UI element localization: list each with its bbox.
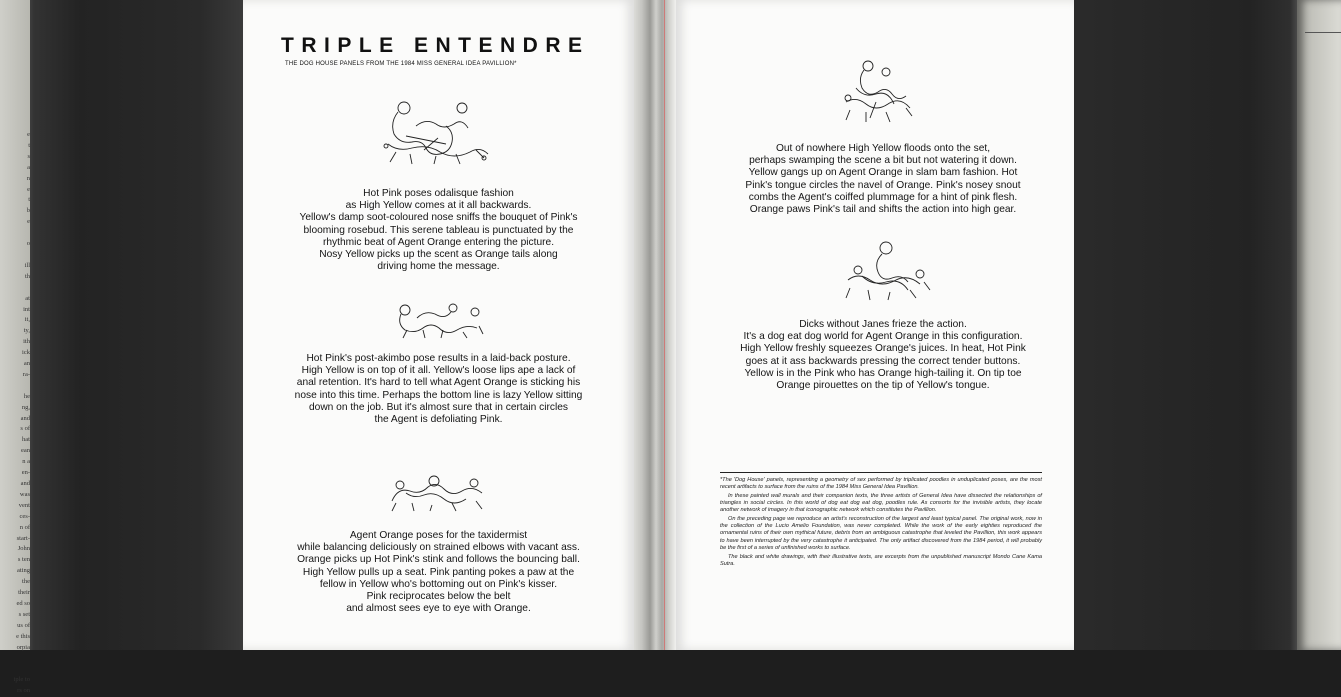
adjacent-page-right-edge (1297, 0, 1341, 650)
footnote-paragraph-2: In these painted wall murals and their companion texts, the three artists of General Idea have dissected the relationships of triangles in social circles. In this world of dog eat dog eat dog, poodles rule. As consorts for the invisible artists, they locate another network of imagery in that iconographic network which constitutes the Pavillion. (720, 492, 1042, 514)
paragraph-4: Out of nowhere High Yellow floods onto the set, perhaps swamping the scene a bit but not watering it down. Yellow gangs up on Agent Orange in slam bam fashion. Hot Pink's tongue circles the navel of Orange. Pink's nosey snout combs the Agent's coiffed plummage for a hint of pink flesh. Orange paws Pink's tail and shifts the action into high gear. (745, 143, 1021, 216)
footnote (720, 472, 1042, 569)
paragraph-1: Hot Pink poses odalisque fashion as High Yellow comes at it all backwards. Yellow's damp soot-coloured nose sniffs the bouquet of Pink's blooming rosebud. This serene tableau is punctuated by the rhythmic beat of Agent Orange entering the picture. Nosy Yellow picks up the scent as Orange tails along driving home the message. (299, 188, 578, 273)
poodles-drawing-3 (386, 473, 490, 513)
adjacent-page-rule (1305, 32, 1341, 33)
poodles-drawing-2 (393, 300, 487, 340)
page-subtitle: THE DOG HOUSE PANELS FROM THE 1984 MISS GENERAL IDEA PAVILLION* (285, 61, 517, 67)
right-page (676, 0, 1074, 650)
page-title: TRIPLE ENTENDRE (281, 34, 590, 57)
footnote-paragraph-3: On the preceding page we reproduce an artist's reconstruction of the largest and least typical panel. The original work, now in the collection of the Lucio Amelio Foundation, was never completed. While the work of the early eighties reproduced the ornamental ruins of their own mythical future, debris from an ambiguous catastrophe that leveled the Pavillion, this work appears to have been interrupted by the very catastrophe it anticipated. The only artifact discovered from the 1984 period, it will probably be the first of a series of unfinished works to surface. (720, 516, 1042, 551)
gutter-line (664, 0, 665, 650)
left-page (243, 0, 634, 650)
footnote-paragraph-4: The black and white drawings, with their illustrative texts, are excerpts from the unpublished manuscript Mondo Cane Kama Sutra. (720, 553, 1042, 567)
paragraph-5: Dicks without Janes frieze the action. It's a dog eat dog world for Agent Orange in this configuration. High Yellow freshly squeezes Orange's juices. In heat, Hot Pink goes at it ass backwards pressing the correct tender buttons. Yellow is in the Pink who has Orange high-tailing it. On tip toe Orange pirouettes on the tip of Yellow's tongue. (740, 319, 1026, 392)
paragraph-2: Hot Pink's post-akimbo pose results in a laid-back posture. High Yellow is on top of it all. Yellow's loose lips ape a lack of anal retention. It's hard to tell what Agent Orange is sticking his nose into this time. Perhaps the bottom line is lazy Yellow sitting down on the job. But it's almost sure that in certain circles the Agent is defoliating Pink. (294, 353, 583, 426)
poodles-drawing-5 (840, 240, 934, 304)
poodles-drawing-1 (376, 96, 506, 168)
paragraph-3: Agent Orange poses for the taxidermist while balancing deliciously on strained elbows with vacant ass. Orange picks up Hot Pink's stink and follows the bouncing ball. High Yellow pulls up a seat. Pink panting pokes a paw at the fellow in Yellow who's bottoming out on Pink's kisser. Pink reciprocates below the belt and almost sees eye to eye with Orange. (297, 530, 580, 615)
adjacent-page-left-edge (0, 0, 30, 695)
poodles-drawing-4 (836, 58, 920, 128)
book-gutter (634, 0, 676, 650)
footnote-paragraph-1: *The 'Dog House' panels, representing a geometry of sex performed by triplicated poodles in unduplicated poses, are the most recent artifacts to surface from the ruins of the 1984 Miss General Idea Pavillion. (720, 477, 1042, 491)
adjacent-page-text-fragments: e t s a n e t b e o ill th at int it, ty, ith ick an ra- he ng, and s of hat ean n a en- and was vent ces- n of start- John s ten ating the their ed so s set us of e this orpia iple to rs on (13, 131, 30, 695)
